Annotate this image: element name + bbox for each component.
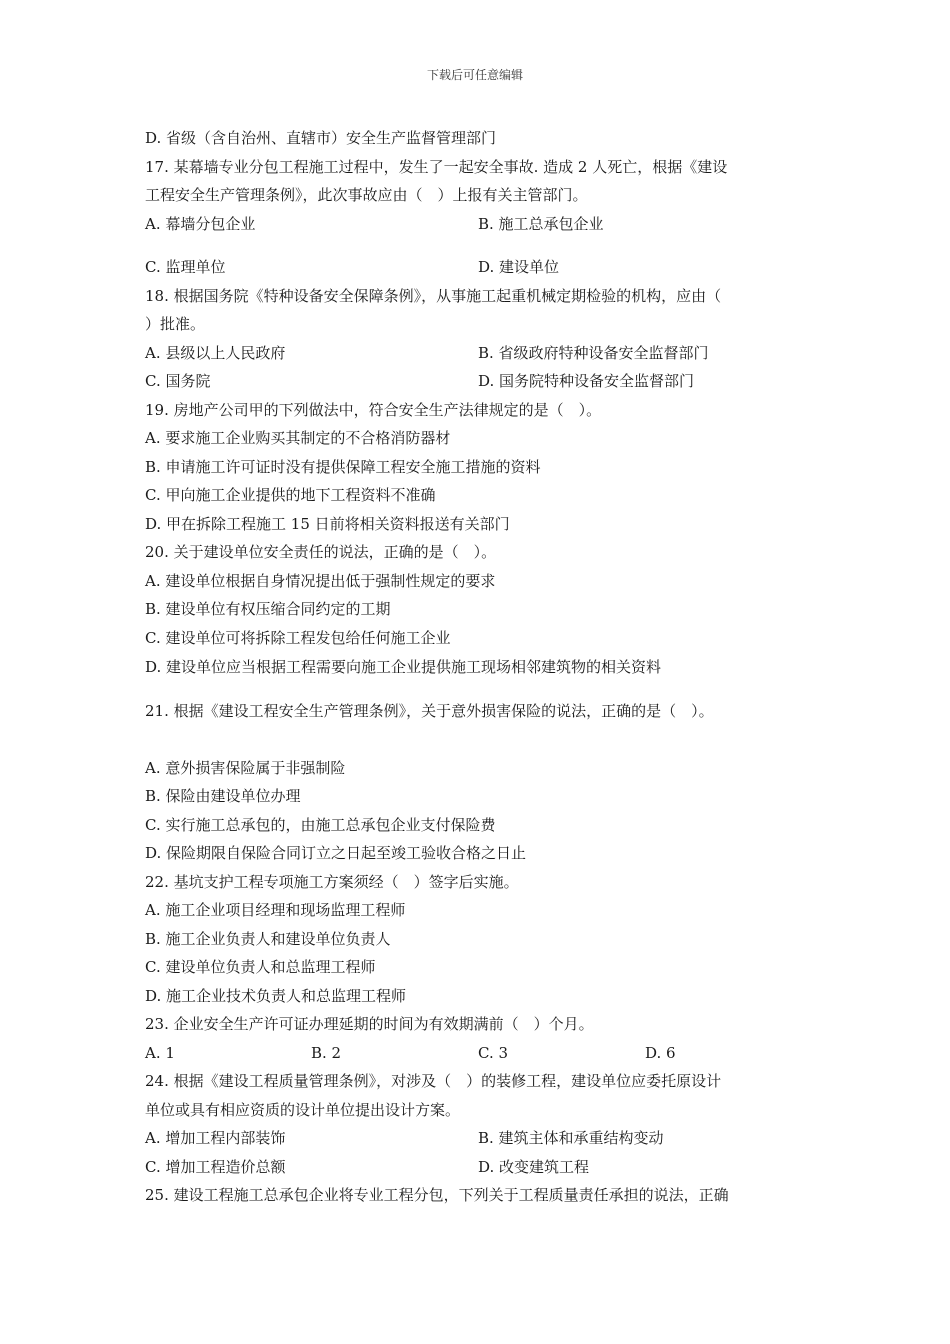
q17-option-b: B. 施工总承包企业 <box>478 215 604 233</box>
question-18-stem: 18. 根据国务院《特种设备安全保障条例》，从事施工起重机械定期检验的机构，应由（ <box>145 287 722 305</box>
q24-option-b: B. 建筑主体和承重结构变动 <box>478 1129 664 1147</box>
q19-option-c: C. 甲向施工企业提供的地下工程资料不准确 <box>145 486 436 504</box>
q24-option-d: D. 改变建筑工程 <box>478 1158 590 1176</box>
q20-option-a: A. 建设单位根据自身情况提出低于强制性规定的要求 <box>145 572 496 590</box>
question-18-stem-cont: ）批准。 <box>145 315 206 333</box>
question-25-stem: 25. 建设工程施工总承包企业将专业工程分包，下列关于工程质量责任承担的说法，正确 <box>145 1186 729 1204</box>
page-header: 下载后可任意编辑 <box>426 68 523 82</box>
q20-option-d: D. 建设单位应当根据工程需要向施工企业提供施工现场相邻建筑物的相关资料 <box>145 658 662 676</box>
q23-option-d: D. 6 <box>645 1044 676 1062</box>
q21-option-d: D. 保险期限自保险合同订立之日起至竣工验收合格之日止 <box>145 844 527 862</box>
q24-option-c: C. 增加工程造价总额 <box>145 1158 286 1176</box>
q23-option-a: A. 1 <box>145 1044 175 1062</box>
q18-option-d: D. 国务院特种设备安全监督部门 <box>478 372 695 390</box>
q18-option-c: C. 国务院 <box>145 372 211 390</box>
q22-option-b: B. 施工企业负责人和建设单位负责人 <box>145 930 391 948</box>
q19-option-b: B. 申请施工许可证时没有提供保障工程安全施工措施的资料 <box>145 458 541 476</box>
q19-option-a: A. 要求施工企业购买其制定的不合格消防器材 <box>145 429 451 447</box>
q21-option-c: C. 实行施工总承包的，由施工总承包企业支付保险费 <box>145 816 496 834</box>
q21-option-a: A. 意外损害保险属于非强制险 <box>145 759 346 777</box>
q24-option-a: A. 增加工程内部装饰 <box>145 1129 286 1147</box>
q22-option-c: C. 建设单位负责人和总监理工程师 <box>145 958 376 976</box>
q17-option-a: A. 幕墙分包企业 <box>145 215 256 233</box>
question-20-stem: 20. 关于建设单位安全责任的说法，正确的是（ ）。 <box>145 543 497 561</box>
question-21-stem: 21. 根据《建设工程安全生产管理条例》，关于意外损害保险的说法，正确的是（ ）。 <box>145 702 714 720</box>
q21-option-b: B. 保险由建设单位办理 <box>145 787 301 805</box>
option-line: D. 省级（含自治州、直辖市）安全生产监督管理部门 <box>145 129 497 147</box>
question-22-stem: 22. 基坑支护工程专项施工方案须经（ ）签字后实施。 <box>145 873 519 891</box>
q18-option-a: A. 县级以上人民政府 <box>145 344 286 362</box>
q20-option-c: C. 建设单位可将拆除工程发包给任何施工企业 <box>145 629 451 647</box>
question-24-stem: 24. 根据《建设工程质量管理条例》，对涉及（ ）的装修工程，建设单位应委托原设计 <box>145 1072 722 1090</box>
q23-option-c: C. 3 <box>478 1044 509 1062</box>
q18-option-b: B. 省级政府特种设备安全监督部门 <box>478 344 709 362</box>
q17-option-d: D. 建设单位 <box>478 258 560 276</box>
q17-option-c: C. 监理单位 <box>145 258 226 276</box>
q23-option-b: B. 2 <box>311 1044 342 1062</box>
question-24-stem-cont: 单位或具有相应资质的设计单位提出设计方案。 <box>145 1101 461 1119</box>
q19-option-d: D. 甲在拆除工程施工 15 日前将相关资料报送有关部门 <box>145 515 510 533</box>
q22-option-a: A. 施工企业项目经理和现场监理工程师 <box>145 901 406 919</box>
q20-option-b: B. 建设单位有权压缩合同约定的工期 <box>145 600 391 618</box>
question-17-stem-cont: 工程安全生产管理条例》，此次事故应由（ ）上报有关主管部门。 <box>145 186 588 204</box>
question-19-stem: 19. 房地产公司甲的下列做法中，符合安全生产法律规定的是（ ）。 <box>145 401 602 419</box>
question-17-stem: 17. 某幕墙专业分包工程施工过程中，发生了一起安全事故. 造成 2 人死亡，根据《建设 <box>145 158 728 176</box>
q22-option-d: D. 施工企业技术负责人和总监理工程师 <box>145 987 407 1005</box>
question-23-stem: 23. 企业安全生产许可证办理延期的时间为有效期满前（ ）个月。 <box>145 1015 594 1033</box>
